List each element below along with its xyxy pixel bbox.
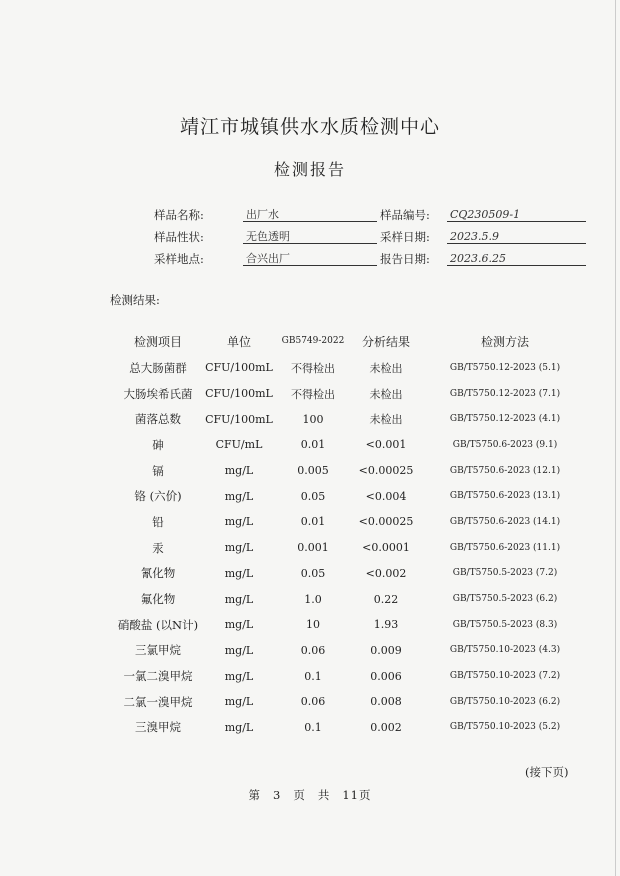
header-result: 分析结果: [361, 334, 410, 349]
cell-result: 1.93: [373, 618, 399, 632]
continued-note: (接下页): [525, 765, 569, 779]
cell-result: 未检出: [369, 387, 403, 401]
cell-limit: 0.1: [304, 669, 322, 683]
cell-limit: 0.01: [300, 438, 326, 452]
sample-name-label: 样品名称:: [154, 208, 204, 222]
cell-limit: 0.001: [297, 541, 329, 555]
cell-method: GB/T5750.6-2023 (13.1): [449, 491, 561, 502]
cell-result: <0.00025: [358, 464, 414, 478]
cell-method: GB/T5750.10-2023 (4.3): [449, 645, 561, 656]
table-row: [112, 355, 590, 381]
cell-result: 0.008: [370, 695, 402, 709]
sample-name-value: 出厂水: [243, 207, 377, 222]
info-row-location: [0, 251, 620, 267]
sample-number-label: 样品编号:: [380, 208, 430, 222]
table-row: [112, 406, 590, 432]
cell-unit: CFU/100mL: [205, 387, 273, 401]
cell-item: 三溴甲烷: [135, 720, 181, 735]
cell-item: 铬 (六价): [134, 489, 182, 504]
cell-result: 0.006: [370, 669, 402, 683]
cell-method: GB/T5750.5-2023 (7.2): [452, 568, 558, 579]
header-method: 检测方法: [480, 334, 529, 349]
cell-result: <0.004: [365, 489, 407, 503]
cell-result: <0.002: [365, 566, 407, 580]
cell-method: GB/T5750.5-2023 (6.2): [452, 594, 558, 605]
sample-number-value: CQ230509-1: [447, 207, 586, 222]
cell-result: <0.001: [365, 438, 407, 452]
cell-unit: mg/L: [224, 643, 254, 657]
info-row-state: [0, 229, 620, 245]
table-row: [112, 689, 590, 715]
results-label: 检测结果:: [110, 293, 160, 307]
footer-total-prefix: 共: [317, 788, 331, 802]
cell-item: 铅: [152, 514, 164, 529]
cell-result: 未检出: [369, 413, 403, 427]
cell-limit: 0.05: [300, 489, 326, 503]
footer-page-current: 3: [273, 788, 282, 802]
table-row: [112, 715, 590, 741]
cell-unit: CFU/100mL: [205, 361, 273, 375]
table-header-row: [112, 327, 590, 355]
cell-method: GB/T5750.10-2023 (5.2): [449, 722, 561, 733]
cell-item: 硝酸盐 (以N计): [117, 617, 199, 632]
sampling-location-label: 采样地点:: [154, 252, 204, 266]
cell-limit: 0.01: [300, 515, 326, 529]
footer-page-word: 页: [293, 788, 306, 802]
cell-unit: mg/L: [224, 566, 254, 580]
sample-state-value: 无色透明: [243, 229, 377, 244]
cell-unit: mg/L: [224, 489, 254, 503]
cell-item: 二氯一溴甲烷: [123, 694, 193, 709]
table-row: [112, 483, 590, 509]
cell-item: 氰化物: [140, 566, 176, 581]
sampling-date-value: 2023.5.9: [447, 229, 586, 244]
organization-name: 靖江市城镇供水水质检测中心: [179, 116, 440, 138]
cell-method: GB/T5750.5-2023 (8.3): [452, 619, 558, 630]
report-date-label: 报告日期:: [380, 252, 430, 266]
cell-unit: mg/L: [224, 695, 254, 709]
cell-method: GB/T5750.12-2023 (5.1): [449, 362, 561, 373]
results-body: [112, 355, 590, 740]
table-row: [112, 381, 590, 407]
cell-limit: 0.1: [304, 720, 322, 734]
table-row: [112, 586, 590, 612]
cell-result: 未检出: [369, 361, 403, 375]
cell-limit: 0.005: [297, 464, 329, 478]
footer-page-prefix: 第: [248, 788, 262, 802]
cell-item: 一氯二溴甲烷: [123, 669, 193, 684]
cell-method: GB/T5750.6-2023 (11.1): [449, 542, 561, 553]
footer-page-total: 11: [342, 788, 359, 802]
cell-result: <0.0001: [362, 541, 410, 555]
cell-method: GB/T5750.12-2023 (4.1): [449, 414, 561, 425]
cell-item: 汞: [152, 540, 164, 555]
cell-method: GB/T5750.6-2023 (12.1): [449, 465, 561, 476]
results-table: [112, 327, 590, 740]
table-row: [112, 561, 590, 587]
table-row: [112, 612, 590, 638]
report-title: 检测报告: [273, 160, 346, 179]
cell-result: 0.009: [370, 643, 402, 657]
cell-unit: mg/L: [224, 720, 254, 734]
cell-unit: mg/L: [224, 592, 254, 606]
cell-limit: 不得检出: [291, 387, 335, 401]
cell-unit: CFU/mL: [215, 438, 263, 452]
cell-item: 砷: [152, 437, 164, 452]
cell-result: 0.22: [373, 592, 399, 606]
header-item: 检测项目: [133, 334, 182, 349]
page-footer: [0, 787, 620, 803]
cell-limit: 不得检出: [291, 361, 335, 375]
cell-item: 三氯甲烷: [135, 643, 181, 658]
cell-item: 总大肠菌群: [129, 360, 187, 375]
cell-limit: 100: [302, 412, 324, 426]
cell-limit: 0.05: [300, 566, 326, 580]
table-row: [112, 663, 590, 689]
cell-item: 镉: [152, 463, 164, 478]
header-limit: GB5749-2022: [281, 336, 345, 346]
table-row: [112, 432, 590, 458]
cell-unit: mg/L: [224, 541, 254, 555]
cell-limit: 10: [306, 618, 320, 632]
cell-method: GB/T5750.6-2023 (9.1): [452, 439, 558, 450]
cell-method: GB/T5750.12-2023 (7.1): [449, 388, 561, 399]
cell-unit: mg/L: [224, 618, 254, 632]
sampling-date-label: 采样日期:: [380, 230, 430, 244]
cell-unit: CFU/100mL: [205, 412, 273, 426]
cell-method: GB/T5750.10-2023 (6.2): [449, 696, 561, 707]
cell-item: 菌落总数: [135, 412, 181, 427]
info-row-name: [0, 207, 620, 223]
sample-state-label: 样品性状:: [154, 230, 204, 244]
cell-method: GB/T5750.6-2023 (14.1): [449, 516, 561, 527]
report-date-value: 2023.6.25: [447, 251, 586, 266]
table-row: [112, 638, 590, 664]
cell-item: 氟化物: [140, 592, 176, 607]
cell-unit: mg/L: [224, 464, 254, 478]
cell-unit: mg/L: [224, 515, 254, 529]
cell-limit: 0.06: [300, 695, 326, 709]
cell-unit: mg/L: [224, 669, 254, 683]
footer-total-suffix: 页: [358, 788, 372, 802]
header-unit: 单位: [226, 334, 251, 349]
sampling-location-value: 合兴出厂: [243, 251, 377, 266]
table-row: [112, 458, 590, 484]
cell-result: <0.00025: [358, 515, 414, 529]
table-row: [112, 535, 590, 561]
cell-limit: 1.0: [304, 592, 322, 606]
cell-method: GB/T5750.10-2023 (7.2): [449, 671, 561, 682]
cell-item: 大肠埃希氏菌: [123, 386, 193, 401]
cell-limit: 0.06: [300, 643, 326, 657]
cell-result: 0.002: [370, 720, 402, 734]
table-row: [112, 509, 590, 535]
